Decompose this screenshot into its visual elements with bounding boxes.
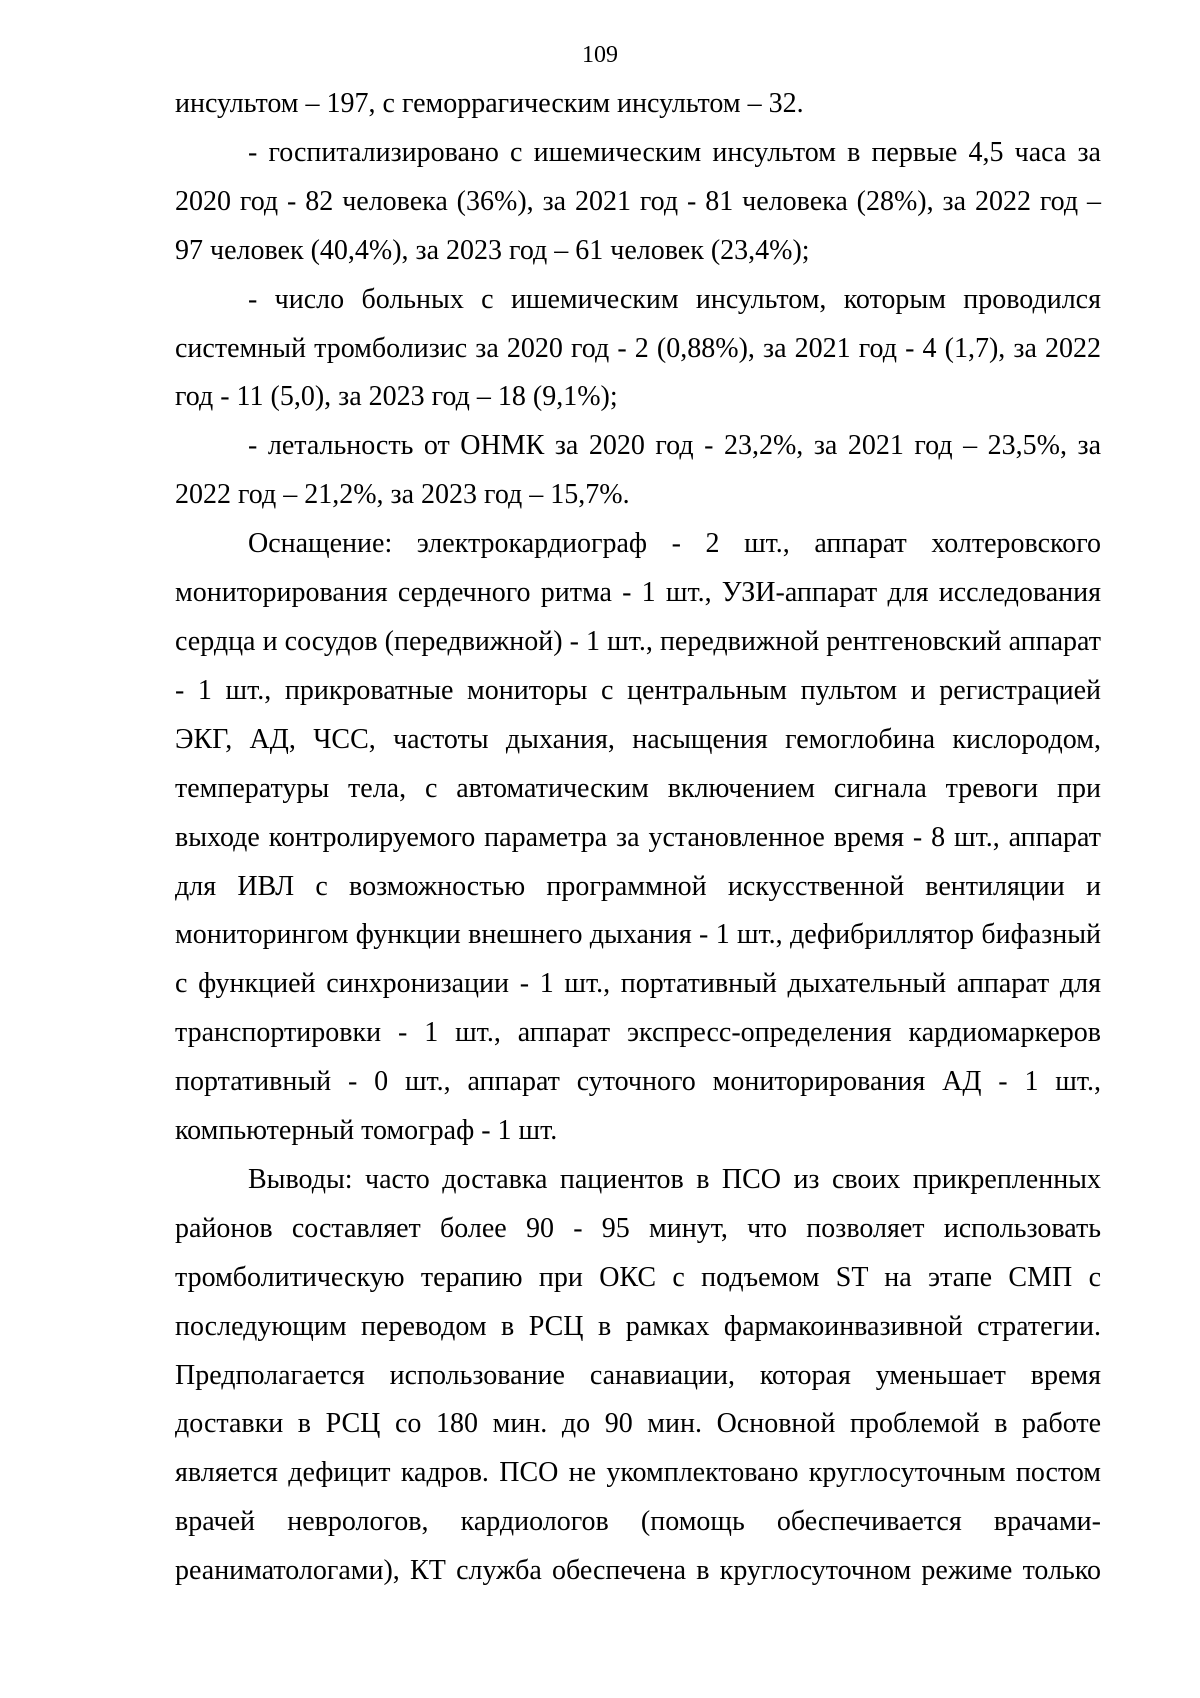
paragraph-mortality: - летальность от ОНМК за 2020 год - 23,2%, за 2021 год – 23,5%, за 2022 год – 21,2%, за 2023 год – 15,7%.	[175, 430, 1101, 511]
paragraph-equipment: Оснащение: электрокардиограф - 2 шт., аппарат холтеровского мониторирования сердечного ритма - 1 шт., УЗИ-аппарат для исследования сердца и сосудов (передвижной) - 1 шт., передвижной рентгеновский аппарат - 1 шт., прикроватные мониторы с центральным пультом и регистрацией ЭКГ, АД, ЧСС, частоты дыхания, насыщения гемоглобина кислородом, температуры тела, с автоматическим включением сигнала тревоги при выходе контролируемого параметра за установленное время - 8 шт., аппарат для ИВЛ с возможностью программной искусственной вентиляции и мониторингом функции внешнего дыхания - 1 шт., дефибриллятор бифазный с функцией синхронизации - 1 шт., портативный дыхательный аппарат для транспортировки - 1 шт., аппарат экспресс-определения кардиомаркеров портативный - 0 шт., аппарат суточного мониторирования АД - 1 шт., компьютерный томограф - 1 шт.	[175, 528, 1101, 1147]
body-text	[175, 80, 1101, 1596]
paragraph-conclusions: Выводы: часто доставка пациентов в ПСО из своих прикрепленных районов составляет более 90 - 95 минут, что позволяет использовать тромболитическую терапию при ОКС с подъемом ST на этапе СМП с последующим переводом в РСЦ в рамках фармакоинвазивной стратегии. Предполагается использование санавиации, которая уменьшает время доставки в РСЦ со 180 мин. до 90 мин. Основной проблемой в работе является дефицит кадров. ПСО не укомплектовано круглосуточным постом врачей неврологов, кардиологов (помощь обеспечивается врачами-реаниматологами), КТ служба обеспечена в круглосуточном режиме только	[175, 1163, 1101, 1587]
paragraph-thrombolysis: - число больных с ишемическим инсультом, которым проводился системный тромболизис за 2020 год - 2 (0,88%), за 2021 год - 4 (1,7), за 2022 год - 11 (5,0), за 2023 год – 18 (9,1%);	[175, 283, 1101, 413]
paragraph-hospitalized: - госпитализировано с ишемическим инсультом в первые 4,5 часа за 2020 год - 82 человека (36%), за 2021 год - 81 человека (28%), за 2022 год – 97 человек (40,4%), за 2023 год – 61 человек (23,4%);	[175, 136, 1101, 266]
page-number: 109	[582, 42, 618, 68]
paragraph-stroke-counts: инсультом – 197, с геморрагическим инсультом – 32.	[175, 88, 804, 119]
